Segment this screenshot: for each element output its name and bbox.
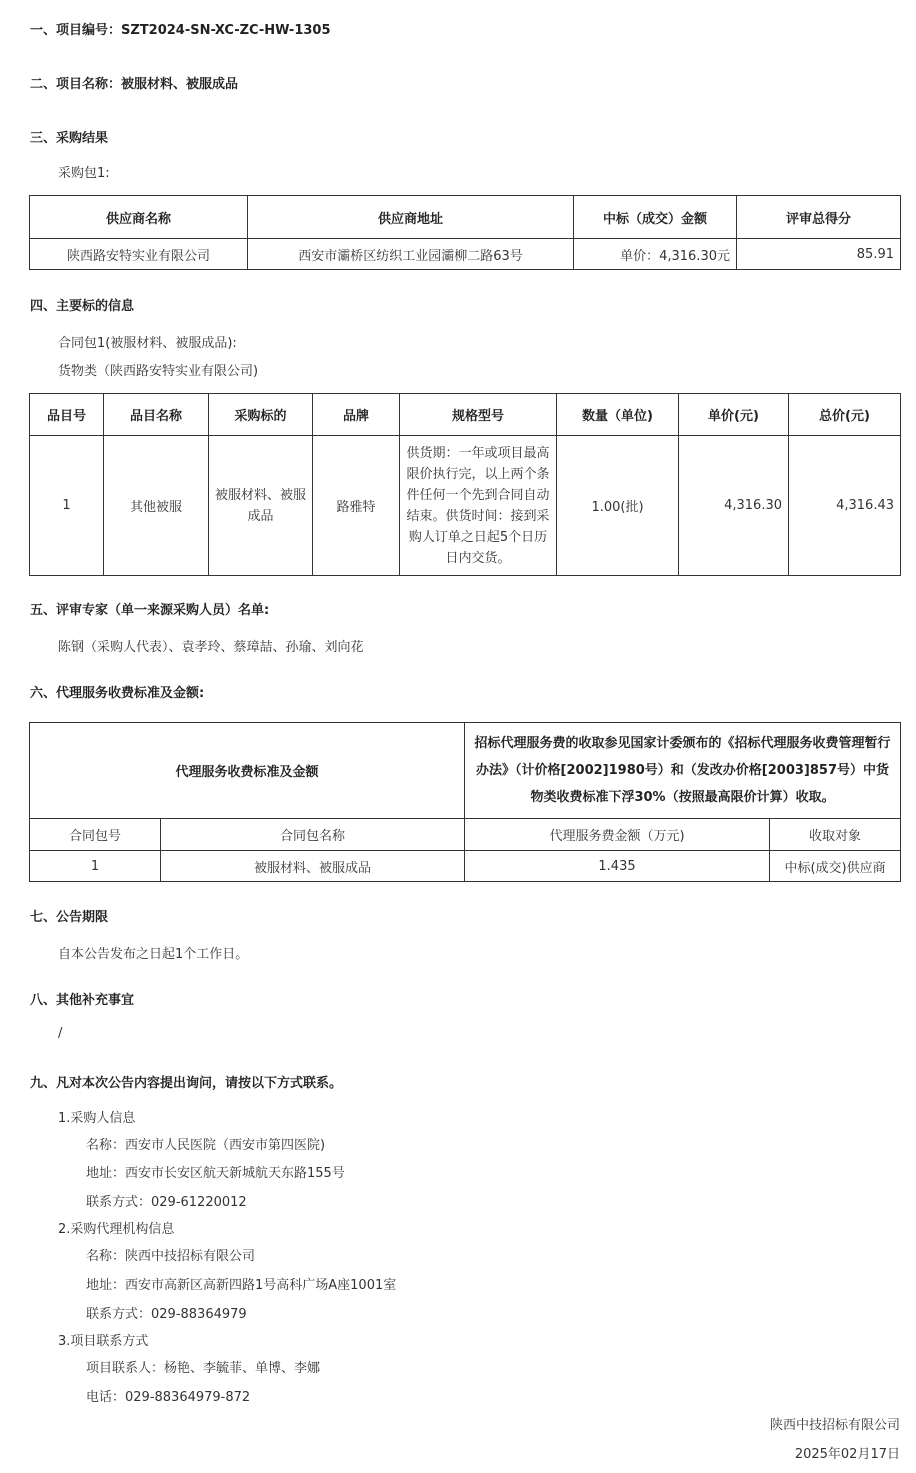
- section-title-main-items: 四、主要标的信息: [30, 299, 135, 314]
- cell-supplier-address: 西安市灞桥区纺织工业园灞柳二路63号: [248, 239, 574, 270]
- agency-name: 名称：陕西中技招标有限公司: [86, 1249, 256, 1264]
- cell-fee-payer: 中标(成交)供应商: [770, 851, 901, 882]
- notice-period-text: 自本公告发布之日起1个工作日。: [58, 947, 249, 962]
- fee-standard-row: [30, 723, 901, 819]
- items-table: [29, 393, 901, 576]
- cell-bid-amount: 单价：4,316.30元: [574, 239, 737, 270]
- th-supplier-address: 供应商地址: [248, 196, 574, 239]
- table-row: [30, 851, 901, 882]
- result-table: [29, 195, 901, 270]
- th-contract-name: 合同包名称: [161, 819, 465, 851]
- fee-standard-desc: 招标代理服务费的收取参见国家计委颁布的《招标代理服务收费管理暂行办法》（计价格[2002]1980号）和（发改办价格[2003]857号）中货物类收费标准下浮30%（按照最高限价计算）收取。: [465, 723, 901, 819]
- th-supplier-name: 供应商名称: [30, 196, 248, 239]
- supplementary-text: /: [58, 1026, 63, 1041]
- purchaser-info-title: 1.采购人信息: [58, 1111, 136, 1126]
- section-title-notice-period: 七、公告期限: [30, 910, 109, 925]
- th-total-score: 评审总得分: [737, 196, 901, 239]
- th-item-name: 品目名称: [104, 394, 209, 436]
- cell-supplier-name: 陕西路安特实业有限公司: [30, 239, 248, 270]
- fee-standard-label: 代理服务收费标准及金额: [30, 723, 465, 819]
- cell-total-score: 85.91: [737, 239, 901, 270]
- project-contact-title: 3.项目联系方式: [58, 1334, 149, 1349]
- th-total-price: 总价(元): [789, 394, 901, 436]
- agency-info-title: 2.采购代理机构信息: [58, 1222, 175, 1237]
- cell-quantity: 1.00(批): [557, 436, 679, 576]
- cell-brand: 路雅特: [313, 436, 400, 576]
- cell-total-price: 4,316.43: [789, 436, 901, 576]
- project-name-value: 被服材料、被服成品: [121, 77, 239, 92]
- th-brand: 品牌: [313, 394, 400, 436]
- project-number-label: 一、项目编号：: [30, 23, 122, 38]
- cell-unit-price: 4,316.30: [679, 436, 789, 576]
- project-contact-phone: 电话：029-88364979-872: [86, 1390, 251, 1405]
- section-title-agency-fee: 六、代理服务收费标准及金额:: [30, 686, 205, 701]
- result-table-header: [30, 196, 901, 239]
- expert-names: 陈钢（采购人代表）、袁孝玲、蔡璋喆、孙瑜、刘向花: [58, 640, 364, 655]
- cell-fee-amount: 1.435: [465, 851, 770, 882]
- th-bid-amount: 中标（成交）金额: [574, 196, 737, 239]
- purchaser-name: 名称：西安市人民医院（西安市第四医院): [86, 1138, 326, 1153]
- section-title-experts: 五、评审专家（单一来源采购人员）名单:: [30, 603, 270, 618]
- project-name-label: 二、项目名称：: [30, 77, 122, 92]
- cell-spec: 供货期：一年或项目最高限价执行完，以上两个条件任何一个先到合同自动结束。供货时间：接到采购人订单之日起5个日历日内交货。: [400, 436, 557, 576]
- purchaser-address: 地址：西安市长安区航天新城航天东路155号: [86, 1166, 345, 1181]
- th-contract-no: 合同包号: [30, 819, 161, 851]
- project-number-value: SZT2024-SN-XC-ZC-HW-1305: [121, 23, 331, 38]
- cell-item-no: 1: [30, 436, 104, 576]
- fee-table-header: [30, 819, 901, 851]
- cell-contract-no: 1: [30, 851, 161, 882]
- items-table-header: [30, 394, 901, 436]
- goods-category-label: 货物类（陕西路安特实业有限公司): [58, 364, 259, 379]
- th-fee-amount: 代理服务费金额（万元): [465, 819, 770, 851]
- contract-package-label: 合同包1(被服材料、被服成品):: [58, 336, 237, 351]
- footer-organization: 陕西中技招标有限公司: [769, 1418, 900, 1433]
- agency-phone: 联系方式：029-88364979: [86, 1307, 247, 1322]
- project-contact-people: 项目联系人：杨艳、李毓菲、单博、李娜: [86, 1361, 321, 1376]
- cell-purchase-target: 被服材料、被服成品: [209, 436, 313, 576]
- agency-address: 地址：西安市高新区高新四路1号高科广场A座1001室: [86, 1278, 397, 1293]
- th-unit-price: 单价(元): [679, 394, 789, 436]
- cell-item-name: 其他被服: [104, 436, 209, 576]
- footer-date: 2025年02月17日: [794, 1447, 900, 1462]
- th-fee-payer: 收取对象: [770, 819, 901, 851]
- fee-table: [29, 722, 901, 882]
- section-project-number: [30, 19, 331, 38]
- section-title-result: 三、采购结果: [30, 131, 109, 146]
- purchaser-phone: 联系方式：029-61220012: [86, 1195, 247, 1210]
- th-purchase-target: 采购标的: [209, 394, 313, 436]
- table-row: [30, 239, 901, 270]
- th-item-no: 品目号: [30, 394, 104, 436]
- section-project-name: [30, 73, 238, 92]
- section-title-supplementary: 八、其他补充事宜: [30, 993, 135, 1008]
- section-title-contact: 九、凡对本次公告内容提出询问，请按以下方式联系。: [30, 1076, 343, 1091]
- th-quantity: 数量（单位): [557, 394, 679, 436]
- package-label: 采购包1:: [58, 166, 110, 181]
- table-row: [30, 436, 901, 576]
- cell-contract-name: 被服材料、被服成品: [161, 851, 465, 882]
- th-spec: 规格型号: [400, 394, 557, 436]
